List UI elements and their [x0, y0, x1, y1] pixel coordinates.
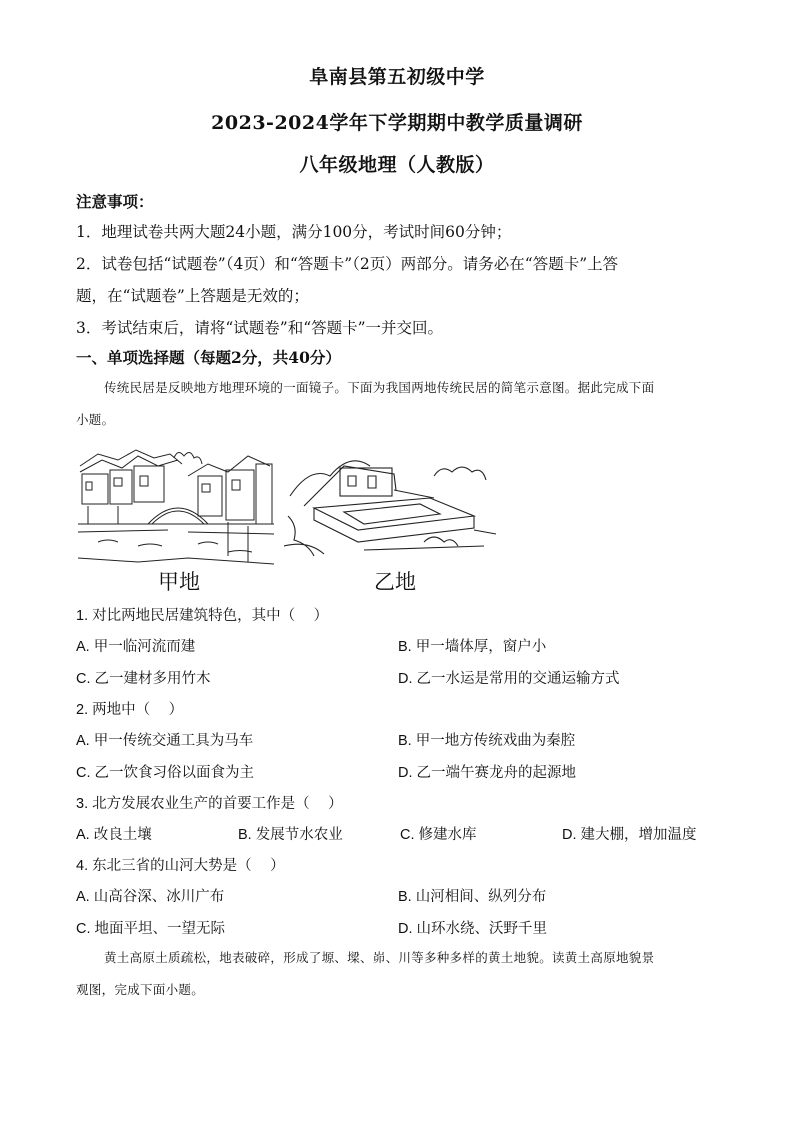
question-1-option-c[interactable]: C. 乙一建材多用竹木 [76, 671, 211, 687]
question-2-stem: 2. 两地中（ ） [76, 702, 184, 718]
question-2-option-c[interactable]: C. 乙一饮食习俗以面食为主 [76, 765, 255, 781]
notice-item-1: 1．地理试卷共两大题24小题，满分100分，考试时间60分钟； [76, 223, 512, 241]
figure-right-caption: 乙地 [374, 571, 416, 594]
question-4-option-d[interactable]: D. 山环水绕、沃野千里 [398, 921, 548, 937]
question-1-option-a[interactable]: A. 甲一临河流而建 [76, 639, 196, 655]
question-2-option-a[interactable]: A. 甲一传统交通工具为马车 [76, 733, 254, 749]
question-1-stem: 1. 对比两地民居建筑特色，其中（ ） [76, 608, 329, 624]
question-3-stem: 3. 北方发展农业生产的首要工作是（ ） [76, 796, 343, 812]
question-4-option-b[interactable]: B. 山河相间、纵列分布 [398, 889, 547, 905]
intro1-line1: 传统民居是反映地方地理环境的一面镜子。下面为我国两地传统民居的简笔示意图。据此完成下面 [104, 380, 655, 395]
section-heading: 一、单项选择题（每题2分，共40分） [76, 348, 341, 367]
exam-title: 2023-2024学年下学期期中教学质量调研 [211, 112, 583, 134]
question-2-option-d[interactable]: D. 乙一端午赛龙舟的起源地 [398, 765, 577, 781]
question-3-option-a[interactable]: A. 改良土壤 [76, 827, 152, 843]
question-2-option-b[interactable]: B. 甲一地方传统戏曲为秦腔 [398, 733, 576, 749]
question-4-stem: 4. 东北三省的山河大势是（ ） [76, 858, 285, 874]
figure-right-drawing [284, 446, 498, 564]
question-4-option-c[interactable]: C. 地面平坦、一望无际 [76, 921, 226, 937]
question-1-option-b[interactable]: B. 甲一墙体厚，窗户小 [398, 639, 547, 655]
question-3-option-b[interactable]: B. 发展节水农业 [238, 827, 343, 843]
subject-title: 八年级地理（人教版） [299, 154, 495, 176]
notice-item-2-cont: 题，在“试题卷”上答题是无效的； [76, 287, 309, 305]
notice-heading: 注意事项： [76, 192, 154, 211]
notice-item-3: 3．考试结束后，请将“试题卷”和“答题卡”一并交回。 [76, 319, 444, 337]
intro1-line2: 小题。 [76, 412, 115, 427]
question-4-option-a[interactable]: A. 山高谷深、冰川广布 [76, 889, 225, 905]
intro2-line1: 黄土高原土质疏松，地表破碎，形成了塬、墚、峁、川等多种多样的黄土地貌。读黄土高原地貌景 [104, 950, 655, 965]
figure-left-caption: 甲地 [158, 571, 200, 594]
figure-left-drawing [78, 446, 274, 568]
intro2-line2: 观图，完成下面小题。 [76, 982, 205, 997]
question-3-option-c[interactable]: C. 修建水库 [400, 827, 477, 843]
question-3-option-d[interactable]: D. 建大棚，增加温度 [562, 827, 697, 843]
question-1-option-d[interactable]: D. 乙一水运是常用的交通运输方式 [398, 671, 620, 687]
notice-item-2: 2．试卷包括“试题卷”（4页）和“答题卡”（2页）两部分。请务必在“答题卡”上答 [76, 255, 619, 273]
school-title: 阜南县第五初级中学 [309, 66, 485, 88]
